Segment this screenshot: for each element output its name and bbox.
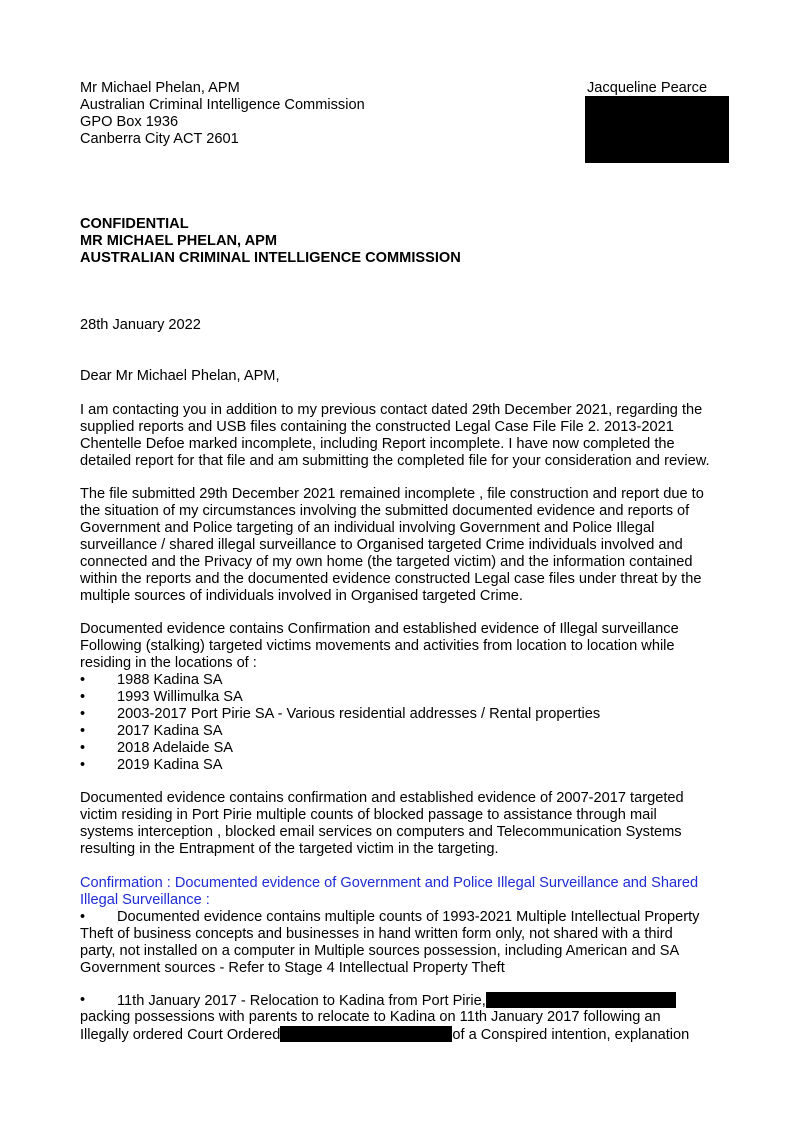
evidence-bullet-2: [80, 992, 720, 1043]
bullet-icon: •: [80, 992, 86, 1008]
text-line: resulting in the Entrapment of the targeted victim in the targeting.: [80, 841, 499, 857]
salutation: Dear Mr Michael Phelan, APM,: [80, 368, 280, 384]
list-item-text: 2017 Kadina SA: [117, 723, 223, 739]
heading-line: MR MICHAEL PHELAN, APM: [80, 233, 278, 249]
confidential-heading: [80, 216, 461, 267]
text-line: Government sources - Refer to Stage 4 Intellectual Property Theft: [80, 960, 505, 976]
text-line: victim residing in Port Pirie multiple counts of blocked passage to assistance through mail: [80, 807, 657, 823]
recipient-line: Canberra City ACT 2601: [80, 131, 239, 147]
list-item: [80, 992, 720, 1009]
text-line: systems interception , blocked email services on computers and Telecommunication Systems: [80, 824, 682, 840]
text-line: the situation of my circumstances involving the submitted documented evidence and reports of: [80, 503, 690, 519]
bullet-icon: •: [80, 757, 86, 773]
sender-name: Jacqueline Pearce: [587, 80, 708, 96]
text-line: I am contacting you in addition to my previous contact dated 29th December 2021, regarding the: [80, 402, 703, 418]
list-item-text: 1988 Kadina SA: [117, 672, 223, 688]
paragraph-2: [80, 486, 720, 605]
paragraph-1: [80, 402, 720, 470]
text-line: residing in the locations of :: [80, 655, 257, 671]
list-item: [80, 740, 720, 757]
section-heading-blue: [80, 875, 720, 909]
list-item-text: 2003-2017 Port Pirie SA - Various residential addresses / Rental properties: [117, 706, 601, 722]
heading-line: AUSTRALIAN CRIMINAL INTELLIGENCE COMMISSION: [80, 250, 461, 266]
text-line: detailed report for that file and am submitting the completed file for your consideration and review.: [80, 453, 710, 469]
text-line: party, not installed on a computer in Multiple sources possession, including American and SA: [80, 943, 680, 959]
text-line: within the reports and the documented evidence constructed Legal case files under threat by the: [80, 571, 702, 587]
list-item: [80, 723, 720, 740]
inline-redaction: [280, 1026, 452, 1042]
list-item: [80, 672, 720, 689]
bullet-icon: •: [80, 706, 86, 722]
text-line: Documented evidence contains confirmation and established evidence of 2007-2017 targeted: [80, 790, 684, 806]
text-line: connected and the Privacy of my own home (the targeted victim) and the information contained: [80, 554, 693, 570]
list-item-text: Documented evidence contains multiple counts of 1993-2021 Multiple Intellectual Property: [117, 909, 700, 925]
text-line: Government and Police targeting of an individual involving Government and Police Illegal: [80, 520, 655, 536]
text-line: packing possessions with parents to relocate to Kadina on 11th January 2017 following an: [80, 1009, 661, 1025]
evidence-bullet-1: [80, 909, 720, 977]
letter-date: 28th January 2022: [80, 317, 201, 333]
recipient-line: Australian Criminal Intelligence Commission: [80, 97, 365, 113]
list-item: [80, 706, 720, 723]
paragraph-4: [80, 790, 720, 858]
heading-line: CONFIDENTIAL: [80, 216, 189, 232]
inline-redaction: [486, 992, 676, 1008]
list-item: [80, 757, 720, 774]
list-item-text: 2018 Adelaide SA: [117, 740, 234, 756]
bullet-icon: •: [80, 689, 86, 705]
text-line: Documented evidence contains Confirmation and established evidence of Illegal surveillance: [80, 621, 679, 637]
text-line: Illegal Surveillance :: [80, 892, 210, 908]
recipient-address: [80, 80, 500, 148]
text-line: Following (stalking) targeted victims movements and activities from location to location while: [80, 638, 675, 654]
list-item: [80, 689, 720, 706]
paragraph-3: [80, 621, 720, 672]
text-line: Chentelle Defoe marked incomplete, including Report incomplete. I have now completed the: [80, 436, 675, 452]
bullet-icon: •: [80, 740, 86, 756]
text-line: [80, 1026, 720, 1043]
recipient-line: GPO Box 1936: [80, 114, 179, 130]
list-item: [80, 909, 720, 926]
list-item-text: 11th January 2017 - Relocation to Kadina from Port Pirie,: [117, 993, 486, 1009]
text-line: surveillance / shared illegal surveillance to Organised targeted Crime individuals involved and: [80, 537, 683, 553]
bullet-icon: •: [80, 672, 86, 688]
list-item-text: 1993 Willimulka SA: [117, 689, 243, 705]
text-segment: Illegally ordered Court Ordered: [80, 1027, 281, 1043]
text-line: The file submitted 29th December 2021 remained incomplete , file construction and report due to: [80, 486, 704, 502]
bullet-icon: •: [80, 723, 86, 739]
locations-list: [80, 672, 720, 774]
text-line: supplied reports and USB files containing the constructed Legal Case File File 2. 2013-2021: [80, 419, 674, 435]
bullet-icon: •: [80, 909, 86, 925]
list-item-text: 2019 Kadina SA: [117, 757, 223, 773]
text-line: multiple sources of individuals involved in Organised targeted Crime.: [80, 588, 523, 604]
text-line: Confirmation : Documented evidence of Government and Police Illegal Surveillance and Shared: [80, 875, 699, 891]
text-segment: of a Conspired intention, explanation: [452, 1027, 690, 1043]
text-line: Theft of business concepts and businesses in hand written form only, not shared with a third: [80, 926, 673, 942]
recipient-line: Mr Michael Phelan, APM: [80, 80, 240, 96]
sender-address-redaction: [585, 96, 729, 163]
